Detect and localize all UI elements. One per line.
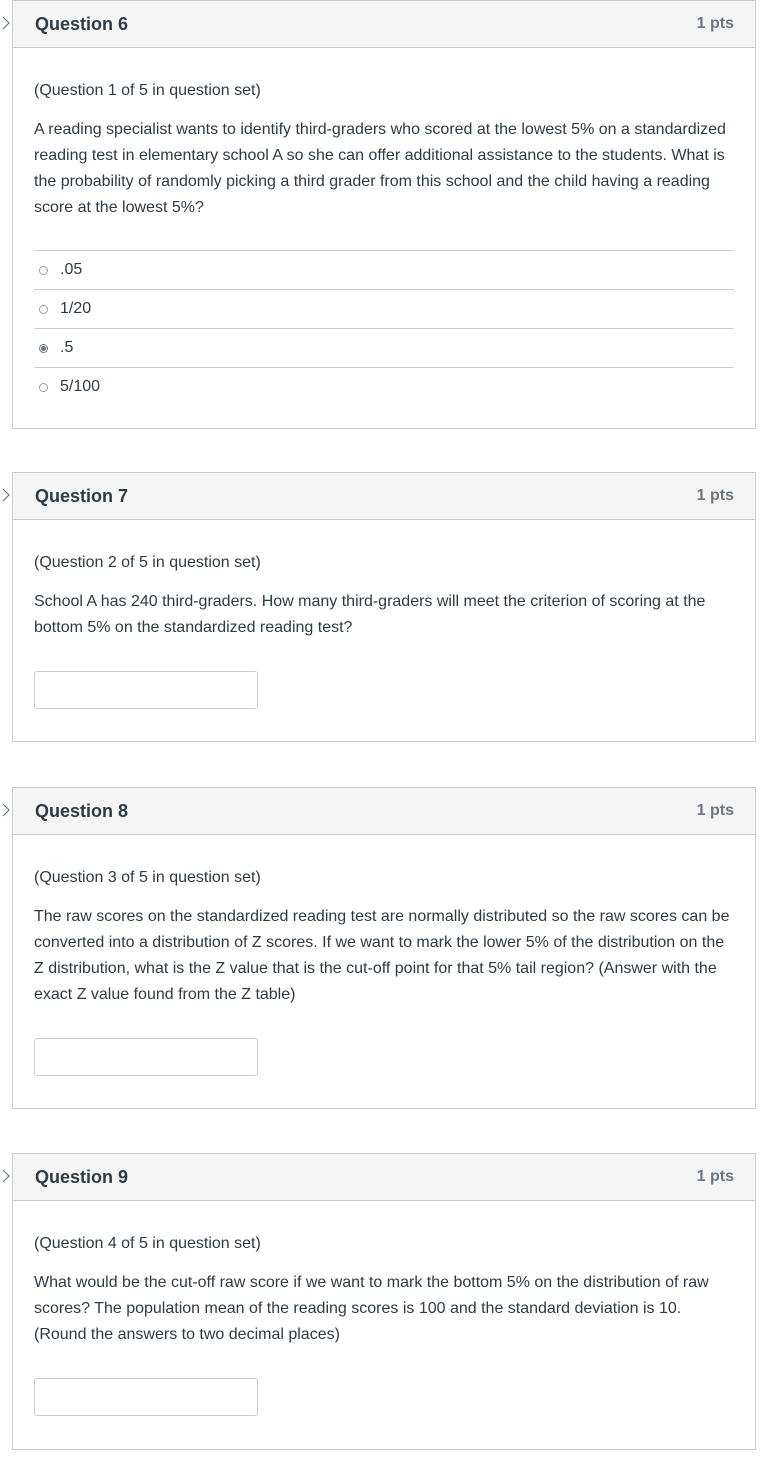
question-header bbox=[13, 1, 755, 48]
question-set-label: (Question 4 of 5 in question set) bbox=[34, 1235, 261, 1252]
question-header bbox=[13, 788, 755, 835]
question-header bbox=[13, 473, 755, 520]
answer-option[interactable] bbox=[34, 290, 734, 329]
question-text: A reading specialist wants to identify third-graders who scored at the lowest 5% on a standardized reading test in elementary school A so she can offer additional assistance to the students. What is the probability of randomly picking a third grader from this school and the child having a reading score at the lowest 5%? bbox=[34, 121, 726, 216]
answer-label: 1/20 bbox=[60, 300, 92, 317]
question-points: 1 pts bbox=[696, 1168, 734, 1185]
question-flag-icon[interactable] bbox=[1, 15, 11, 31]
question-title: Question 8 bbox=[35, 800, 129, 821]
question-title: Question 7 bbox=[35, 485, 129, 506]
radio-button-selected[interactable] bbox=[39, 344, 48, 353]
question-set-label: (Question 2 of 5 in question set) bbox=[34, 554, 261, 571]
question-title: Question 9 bbox=[35, 1166, 129, 1187]
question-text: School A has 240 third-graders. How many third-graders will meet the criterion of scoring at the bottom 5% on the standardized reading test? bbox=[34, 593, 706, 636]
answer-input[interactable] bbox=[34, 671, 258, 709]
radio-button[interactable] bbox=[39, 305, 48, 314]
answer-options bbox=[34, 250, 734, 406]
question-flag-icon[interactable] bbox=[1, 1168, 11, 1184]
question-flag-icon[interactable] bbox=[1, 802, 11, 818]
question-points: 1 pts bbox=[696, 15, 734, 32]
question-body bbox=[13, 835, 755, 1076]
question-flag-icon[interactable] bbox=[1, 487, 11, 503]
answer-option[interactable] bbox=[34, 368, 734, 406]
question-8 bbox=[12, 787, 756, 1109]
question-title: Question 6 bbox=[35, 13, 129, 34]
answer-option[interactable] bbox=[34, 251, 734, 290]
answer-option-selected[interactable] bbox=[34, 329, 734, 368]
question-7 bbox=[12, 472, 756, 742]
question-6 bbox=[12, 0, 756, 429]
radio-button[interactable] bbox=[39, 266, 48, 275]
answer-label: 5/100 bbox=[60, 378, 101, 395]
answer-input[interactable] bbox=[34, 1038, 258, 1076]
question-set-label: (Question 1 of 5 in question set) bbox=[34, 82, 261, 99]
question-points: 1 pts bbox=[696, 802, 734, 819]
question-body bbox=[13, 520, 755, 709]
question-body bbox=[13, 1201, 755, 1416]
answer-label: .05 bbox=[60, 261, 83, 278]
question-text: What would be the cut-off raw score if we want to mark the bottom 5% on the distribution of raw scores? The population mean of the reading scores is 100 and the standard deviation is 10. (Round the answers to two decimal places) bbox=[34, 1274, 709, 1343]
question-set-label: (Question 3 of 5 in question set) bbox=[34, 869, 261, 886]
question-body bbox=[13, 48, 755, 406]
answer-label: .5 bbox=[60, 339, 74, 356]
question-points: 1 pts bbox=[696, 487, 734, 504]
answer-input[interactable] bbox=[34, 1378, 258, 1416]
question-header bbox=[13, 1154, 755, 1201]
question-text: The raw scores on the standardized reading test are normally distributed so the raw scores can be converted into a distribution of Z scores. If we want to mark the lower 5% of the distribution on the Z distribution, what is the Z value that is the cut-off point for that 5% tail region? (Answer with the exact Z value found from the Z table) bbox=[34, 908, 730, 1003]
radio-button[interactable] bbox=[39, 383, 48, 392]
question-9 bbox=[12, 1153, 756, 1450]
